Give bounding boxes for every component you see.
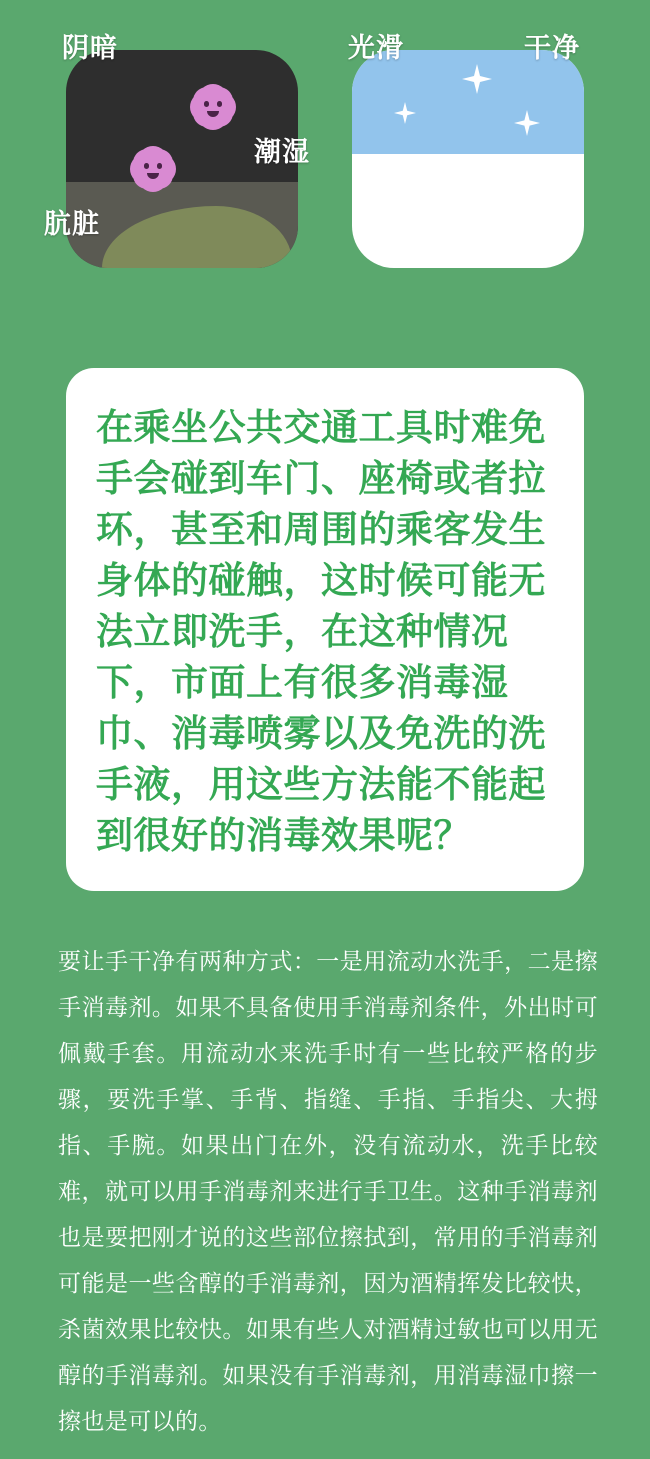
quote-card (66, 368, 584, 891)
sparkle-icon (462, 64, 492, 94)
clean-surface-illustration (352, 50, 584, 268)
germ-mouth-shape (207, 111, 219, 117)
body-paragraph: 要让手干净有两种方式：一是用流动水洗手，二是擦手消毒剂。如果不具备使用手消毒剂条件，外出时可佩戴手套。用流动水来洗手时有一些比较严格的步骤，要洗手掌、手背、指缝、手指、手指尖、大拇指、手腕。如果出门在外，没有流动水，洗手比较难，就可以用手消毒剂来进行手卫生。这种手消毒剂也是要把刚才说的这些部位擦拭到，常用的手消毒剂可能是一些含醇的手消毒剂，因为酒精挥发比较快，杀菌效果比较快。如果有些人对酒精过敏也可以用无醇的手消毒剂。如果没有手消毒剂，用消毒湿巾擦一擦也是可以的。 (58, 948, 598, 1434)
illustration-section (0, 0, 650, 340)
germ-mouth-shape (147, 173, 159, 179)
clean-top-shape (352, 50, 584, 154)
sparkle-icon (514, 110, 540, 136)
quote-text: 在乘坐公共交通工具时难免手会碰到车门、座椅或者拉环，甚至和周围的乘客发生身体的碰触，这时候可能无法立即洗手，在这种情况下，市面上有很多消毒湿巾、消毒喷雾以及免洗的洗手液，用这些方法能不能起到很好的消毒效果呢？ (96, 407, 546, 857)
germ-icon (194, 88, 232, 126)
label-dirty: 肮脏 (44, 209, 100, 239)
label-wet: 潮湿 (254, 137, 310, 167)
label-clean: 干净 (524, 33, 580, 63)
label-smooth: 光滑 (348, 33, 404, 63)
sparkle-icon (394, 102, 416, 124)
label-dark: 阴暗 (62, 33, 118, 63)
germ-icon (134, 150, 172, 188)
